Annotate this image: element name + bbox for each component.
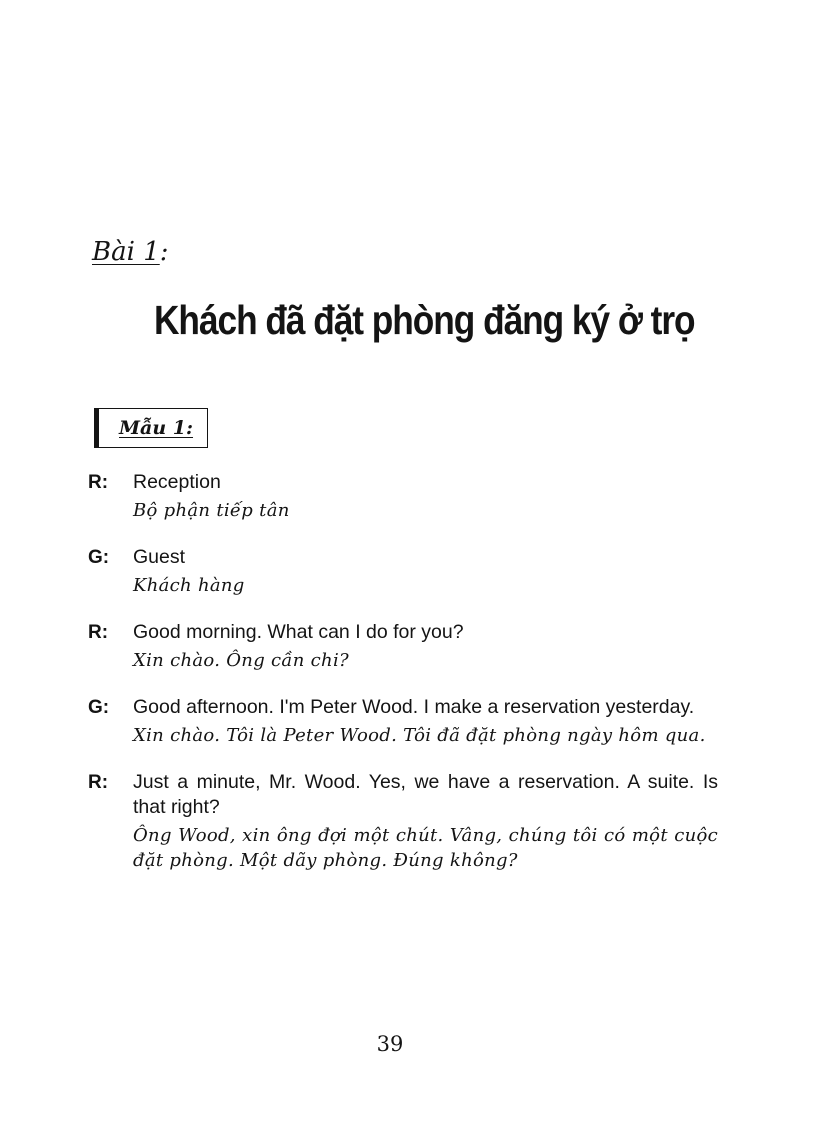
lesson-number: Bài 1: [92, 237, 160, 267]
vietnamese-translation: Xin chào. Ông cần chi?: [133, 650, 349, 671]
english-text: Just a minute, Mr. Wood. Yes, we have a reservation. A suite. Is that right?: [133, 771, 718, 818]
page-number: 39: [376, 1032, 404, 1056]
speaker-tag: R:: [88, 622, 109, 643]
dialogue-content: [133, 470, 718, 523]
dialogue-line: [88, 470, 718, 523]
dialogue-line: [88, 545, 718, 598]
english-text: Guest: [133, 546, 186, 568]
page-title: Khách đã đặt phòng đăng ký ở trọ: [154, 297, 695, 343]
speaker-tag: R:: [88, 472, 109, 493]
dialogue-content: [133, 545, 718, 598]
sample-label-box: [94, 408, 208, 448]
dialogue-line: [88, 770, 718, 873]
dialogue: [88, 470, 718, 895]
dialogue-line: [88, 695, 718, 748]
dialogue-line: [88, 620, 718, 673]
english-text: Good morning. What can I do for you?: [133, 621, 464, 643]
speaker-tag: G:: [88, 697, 110, 718]
lesson-colon: :: [159, 237, 169, 267]
vietnamese-translation: Bộ phận tiếp tân: [133, 500, 290, 521]
english-text: Reception: [133, 471, 221, 493]
speaker-tag: G:: [88, 547, 110, 568]
speaker-tag: R:: [88, 772, 109, 793]
english-text: Good afternoon. I'm Peter Wood. I make a reservation yesterday.: [133, 696, 695, 718]
vietnamese-translation: Khách hàng: [133, 575, 245, 596]
vietnamese-translation: Ông Wood, xin ông đợi một chút. Vâng, chúng tôi có một cuộc đặt phòng. Một dãy phòng. Đúng không?: [133, 825, 718, 871]
vietnamese-translation: Xin chào. Tôi là Peter Wood. Tôi đã đặt phòng ngày hôm qua.: [133, 725, 706, 746]
dialogue-content: [133, 770, 718, 873]
lesson-label: [92, 232, 169, 272]
sample-label: Mẫu 1:: [119, 417, 194, 439]
dialogue-content: [133, 695, 718, 748]
dialogue-content: [133, 620, 718, 673]
